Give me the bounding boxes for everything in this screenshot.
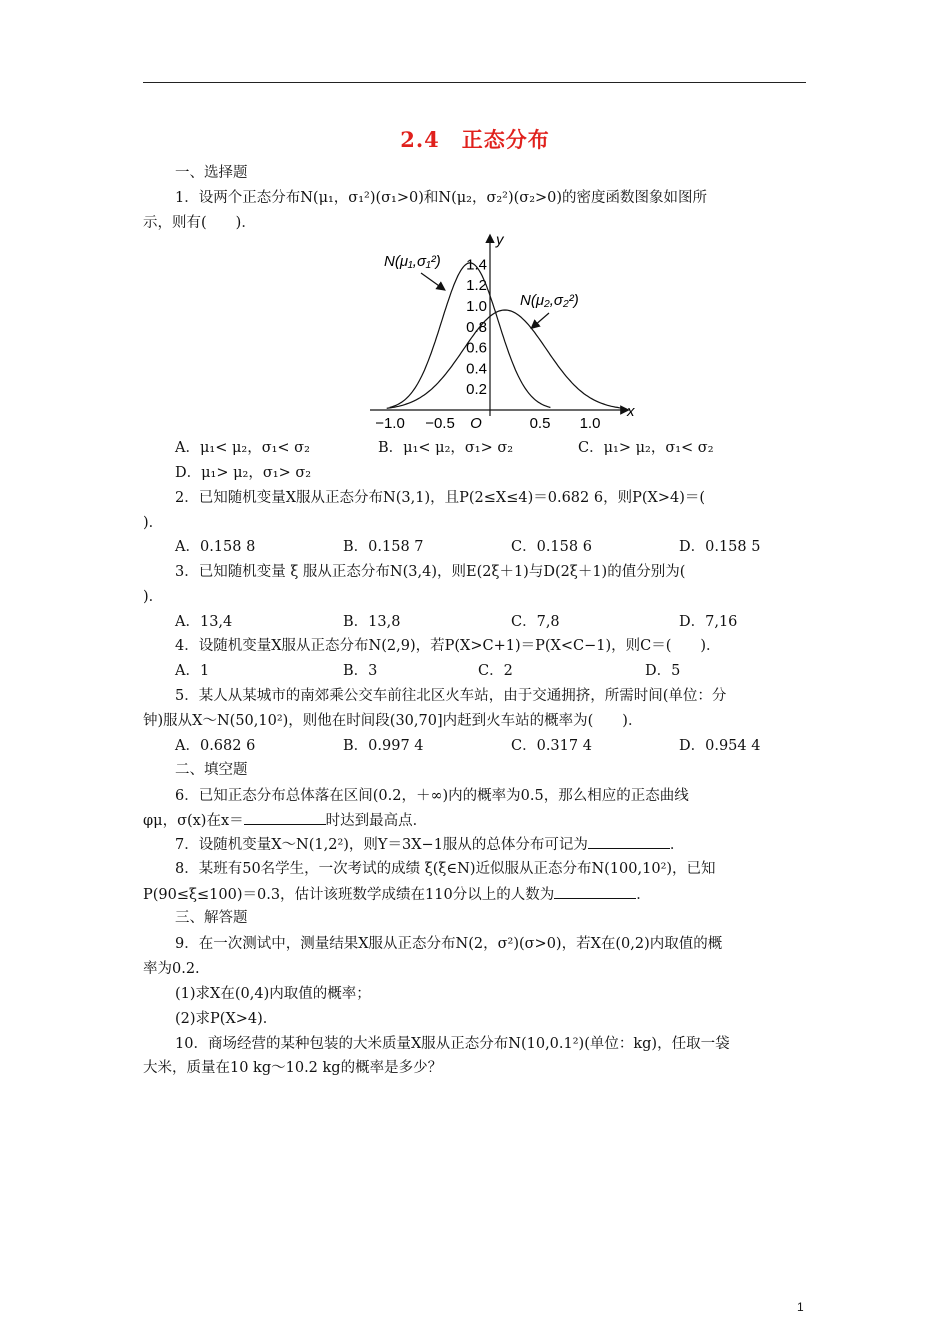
q6-text-before-blank: φμ，σ(x)在x＝ <box>143 813 244 829</box>
q1-option-d: D．μ₁> μ₂，σ₁> σ₂ <box>175 465 312 481</box>
q8-text-after-blank: ． <box>636 887 651 903</box>
q5-option-b: B．0.997 4 <box>343 738 424 754</box>
legend-series-1: N(μ₁,σ₁²) <box>384 253 441 270</box>
q1-option-a: A．μ₁< μ₂，σ₁< σ₂ <box>175 440 310 456</box>
question-3-line-2: )． <box>143 589 164 605</box>
q2-option-c: C．0.158 6 <box>511 539 592 555</box>
q2-option-a: A．0.158 8 <box>175 539 256 555</box>
question-9-line-2: 率为0.2. <box>143 961 200 977</box>
q3-option-c: C．7,8 <box>511 614 560 630</box>
q1-option-c: C．μ₁> μ₂，σ₁< σ₂ <box>578 440 714 456</box>
q3-option-a: A．13,4 <box>175 614 233 630</box>
question-4-line-1: 4．设随机变量X服从正态分布N(2,9)，若P(X>C+1)＝P(X<C−1)，则C＝( )． <box>175 638 721 654</box>
curve-series-2 <box>387 310 624 408</box>
q8-answer-blank[interactable] <box>554 884 636 899</box>
x-axis-label: x <box>627 403 635 420</box>
x-tick-label: 0.5 <box>529 415 551 428</box>
q2-option-b: B．0.158 7 <box>343 539 424 555</box>
x-tick-label: 1.0 <box>579 415 601 428</box>
y-tick-label: 1.0 <box>466 298 487 315</box>
page-title: 2.4 正态分布 <box>400 127 550 152</box>
q2-option-d: D．0.158 5 <box>679 539 761 555</box>
y-tick-label: 1.4 <box>466 256 487 274</box>
question-1-line-1: 1．设两个正态分布N(μ₁，σ₁²)(σ₁>0)和N(μ₂，σ₂²)(σ₂>0)的密度函数图象如图所 <box>175 190 708 206</box>
y-axis-label: y <box>496 231 504 249</box>
q7-text-before-blank: 7．设随机变量X～N(1,2²)，则Y＝3X−1服从的总体分布可记为 <box>175 837 588 853</box>
q6-answer-blank[interactable] <box>244 810 326 825</box>
question-7-line-1 <box>175 834 684 855</box>
q7-answer-blank[interactable] <box>588 834 670 849</box>
legend-pointer-1 <box>421 273 442 288</box>
q4-option-d: D．5 <box>645 663 681 679</box>
q5-option-c: C．0.317 4 <box>511 738 592 754</box>
question-10-line-2: 大米，质量在10 kg～10.2 kg的概率是多少？ <box>143 1060 443 1076</box>
x-tick-label: O <box>470 415 482 428</box>
q4-option-a: A．1 <box>175 663 210 679</box>
q3-option-b: B．13,8 <box>343 614 401 630</box>
q8-text-before-blank: P(90≤ξ≤100)＝0.3，估计该班数学成绩在110分以上的人数为 <box>143 887 555 903</box>
header-rule <box>143 82 806 83</box>
legend-series-2: N(μ₂,σ₂²) <box>520 292 579 309</box>
question-2-line-2: )． <box>143 515 164 531</box>
question-8-line-1: 8．某班有50名学生，一次考试的成绩 ξ(ξ∈N)近似服从正态分布N(100,10²)，已知 <box>175 861 716 877</box>
page-number: 1 <box>797 1300 804 1314</box>
q5-option-d: D．0.954 4 <box>679 738 761 754</box>
section-heading-fill: 二、填空题 <box>175 762 248 778</box>
y-tick-label: 1.2 <box>466 277 487 295</box>
question-1-line-2: 示，则有( )． <box>143 215 256 231</box>
question-9-part-1: (1)求X在(0,4)内取值的概率； <box>175 986 371 1002</box>
x-tick-label: −0.5 <box>425 415 455 428</box>
question-6-line-2 <box>143 810 427 831</box>
normal-density-chart <box>348 228 638 428</box>
y-tick-label: 0.2 <box>466 381 487 399</box>
question-2-line-1: 2．已知随机变量X服从正态分布N(3,1)，且P(2≤X≤4)＝0.682 6，则P(X>4)＝( <box>175 490 706 506</box>
question-6-line-1: 6．已知正态分布总体落在区间(0.2，＋∞)内的概率为0.5，那么相应的正态曲线 <box>175 788 689 804</box>
q7-text-after-blank: ． <box>669 837 685 853</box>
question-5-line-2: 钟)服从X～N(50,10²)，则他在时间段(30,70]内赶到火车站的概率为( )． <box>143 713 643 729</box>
section-heading-choice: 一、选择题 <box>175 165 248 181</box>
q4-option-b: B．3 <box>343 663 378 679</box>
y-tick-label: 0.8 <box>466 318 487 336</box>
q6-text-after-blank: 时达到最高点． <box>325 813 428 829</box>
q1-option-b: B．μ₁< μ₂，σ₁> σ₂ <box>378 440 514 456</box>
question-9-part-2: (2)求P(X>4)． <box>175 1011 278 1027</box>
y-tick-label: 0.6 <box>466 339 487 357</box>
q5-option-a: A．0.682 6 <box>175 738 256 754</box>
q3-option-d: D．7,16 <box>679 614 738 630</box>
question-3-line-1: 3．已知随机变量 ξ 服从正态分布N(3,4)，则E(2ξ＋1)与D(2ξ＋1)的值分别为( <box>175 564 686 580</box>
y-tick-label: 0.4 <box>466 360 487 378</box>
question-10-line-1: 10．商场经营的某种包装的大米质量X服从正态分布N(10,0.1²)(单位：kg)，任取一袋 <box>175 1036 730 1052</box>
question-5-line-1: 5．某人从某城市的南郊乘公交车前往北区火车站，由于交通拥挤，所需时间(单位：分 <box>175 688 727 704</box>
question-8-line-2 <box>143 884 651 905</box>
question-9-line-1: 9．在一次测试中，测量结果X服从正态分布N(2，σ²)(σ>0)，若X在(0,2)内取值的概 <box>175 936 723 952</box>
q4-option-c: C．2 <box>478 663 513 679</box>
legend-pointer-2 <box>534 313 549 326</box>
x-tick-label: −1.0 <box>375 415 405 428</box>
section-heading-solve: 三、解答题 <box>175 910 248 926</box>
